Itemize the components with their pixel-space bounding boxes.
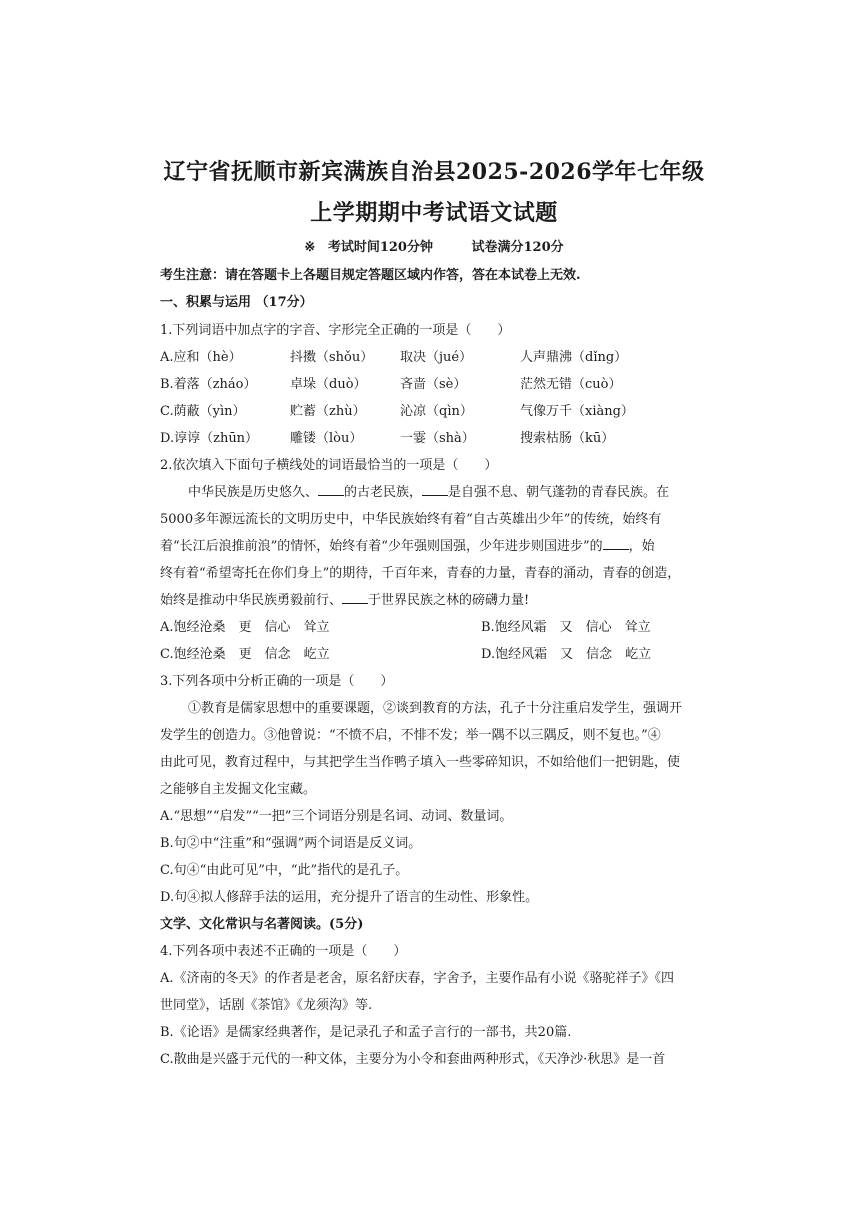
meta-time: 考试时间120分钟	[327, 240, 433, 255]
q1-b-word1: B.着落（zháo）	[160, 377, 257, 392]
q4-stem: 4.下列各项中表述不正确的一项是（ ）	[160, 944, 407, 959]
q2-blank-1	[318, 484, 344, 496]
q1-c-word4: 气像万千（xiàng）	[520, 404, 634, 419]
q4-option-a-line1: A.《济南的冬天》的作者是老舍，原名舒庆春，字舍予，主要作品有小说《骆驼祥子》《四	[160, 971, 675, 986]
q2-p1-part3: 是自强不息、朝气蓬勃的青春民族。在	[448, 485, 670, 500]
q2-p3-part2: ，始	[628, 539, 655, 554]
q1-c-word3: 沁凉（qìn）	[400, 404, 473, 419]
q4-option-c-line1: C.散曲是兴盛于元代的一种文体，主要分为小令和套曲两种形式，《天净沙·秋思》是一首	[160, 1052, 666, 1067]
exam-meta	[0, 236, 868, 255]
q2-option-a: A.饱经沧桑 更 信心 耸立	[160, 620, 330, 635]
q2-passage-line4: 终有着“希望寄托在你们身上”的期待，千百年来，青春的力量，青春的涌动，青春的创造，	[160, 566, 681, 581]
q1-a-word1: A.应和（hè）	[160, 350, 242, 365]
q1-a-word4: 人声鼎沸（dǐng）	[520, 350, 628, 365]
q2-passage-line3	[160, 535, 655, 554]
q2-blank-4	[342, 592, 368, 604]
q3-option-a: A.“思想”“启发”“一把”三个词语分别是名词、动词、数量词。	[160, 809, 513, 824]
q1-d-word3: 一霎（shà）	[400, 431, 475, 446]
q3-stem: 3.下列各项中分析正确的一项是（ ）	[160, 674, 394, 689]
section-heading-2: 文学、文化常识与名著阅读。(5分)	[160, 917, 364, 932]
q1-b-word4: 茫然无错（cuò）	[520, 377, 622, 392]
q3-passage-line4: 之能够自主发掘文化宝藏。	[160, 782, 317, 797]
q2-passage-line5	[160, 589, 529, 608]
q1-c-word1: C.荫蔽（yìn）	[160, 404, 246, 419]
exam-title-line2: 上学期期中考试语文试题	[310, 200, 558, 226]
q1-d-word1: D.谆谆（zhūn）	[160, 431, 259, 446]
q1-a-word2: 抖擞（shǒu）	[290, 350, 374, 365]
q2-option-c: C.饱经沧桑 更 信念 屹立	[160, 647, 330, 662]
q3-option-c: C.句④“由此可见”中，“此”指代的是孔子。	[160, 863, 409, 878]
q4-option-b: B.《论语》是儒家经典著作，是记录孔子和孟子言行的一部书，共20篇.	[160, 1025, 572, 1040]
q2-passage-line1	[188, 481, 669, 500]
q2-p5-part1: 始终是推动中华民族勇毅前行、	[160, 593, 343, 608]
q1-d-word2: 雕镂（lòu）	[290, 431, 363, 446]
q2-passage-line2: 5000多年源远流长的文明历史中，中华民族始终有着“自古英雄出少年”的传统，始终有	[160, 512, 662, 527]
q2-blank-2	[422, 484, 448, 496]
q3-option-d: D.句④拟人修辞手法的运用，充分提升了语言的生动性、形象性。	[160, 890, 539, 905]
q1-b-word2: 卓垛（duò）	[290, 377, 367, 392]
q2-blank-3	[603, 538, 629, 550]
q2-option-b: B.饱经风霜 又 信心 耸立	[481, 620, 651, 635]
q3-option-b: B.句②中“注重”和“强调”两个词语是反义词。	[160, 836, 422, 851]
q1-a-word3: 取决（jué）	[400, 350, 473, 365]
q1-stem: 1.下列词语中加点字的字音、字形完全正确的一项是（ ）	[160, 323, 511, 338]
q3-passage-line1: ①教育是儒家思想中的重要课题，②谈到教育的方法，孔子十分注重启发学生，强调开	[188, 701, 683, 716]
meta-mark: ※	[304, 240, 316, 255]
q3-passage-line2: 发学生的创造力。③他曾说：“不愤不启，不悱不发；举一隅不以三隅反，则不复也。”④	[160, 728, 661, 743]
exam-title-line1: 辽宁省抚顺市新宾满族自治县2025-2026学年七年级	[163, 159, 705, 185]
meta-score: 试卷满分120分	[471, 240, 564, 255]
exam-notice: 考生注意：请在答题卡上各题目规定答题区域内作答，答在本试卷上无效.	[160, 268, 581, 283]
q2-p3-part1: 着“长江后浪推前浪”的情怀，始终有着“少年强则国强，少年进步则国进步”的	[160, 539, 603, 554]
q2-p5-part2: 于世界民族之林的磅礴力量!	[368, 593, 530, 608]
q2-stem: 2.依次填入下面句子横线处的词语最恰当的一项是（ ）	[160, 458, 498, 473]
q1-b-word3: 吝啬（sè）	[400, 377, 467, 392]
section-heading-1: 一、积累与运用 （17分）	[160, 295, 313, 310]
q2-p1-part1: 中华民族是历史悠久、	[188, 485, 319, 500]
q2-p1-part2: 的古老民族，	[344, 485, 423, 500]
q4-option-a-line2: 世同堂》，话剧《茶馆》《龙须沟》等.	[160, 998, 373, 1013]
q1-c-word2: 贮蓄（zhù）	[290, 404, 366, 419]
q2-option-d: D.饱经风霜 又 信念 屹立	[481, 647, 652, 662]
q3-passage-line3: 由此可见，教育过程中，与其把学生当作鸭子填入一些零碎知识，不如给他们一把钥匙，使	[160, 755, 681, 770]
q1-d-word4: 搜索枯肠（kū）	[520, 431, 615, 446]
